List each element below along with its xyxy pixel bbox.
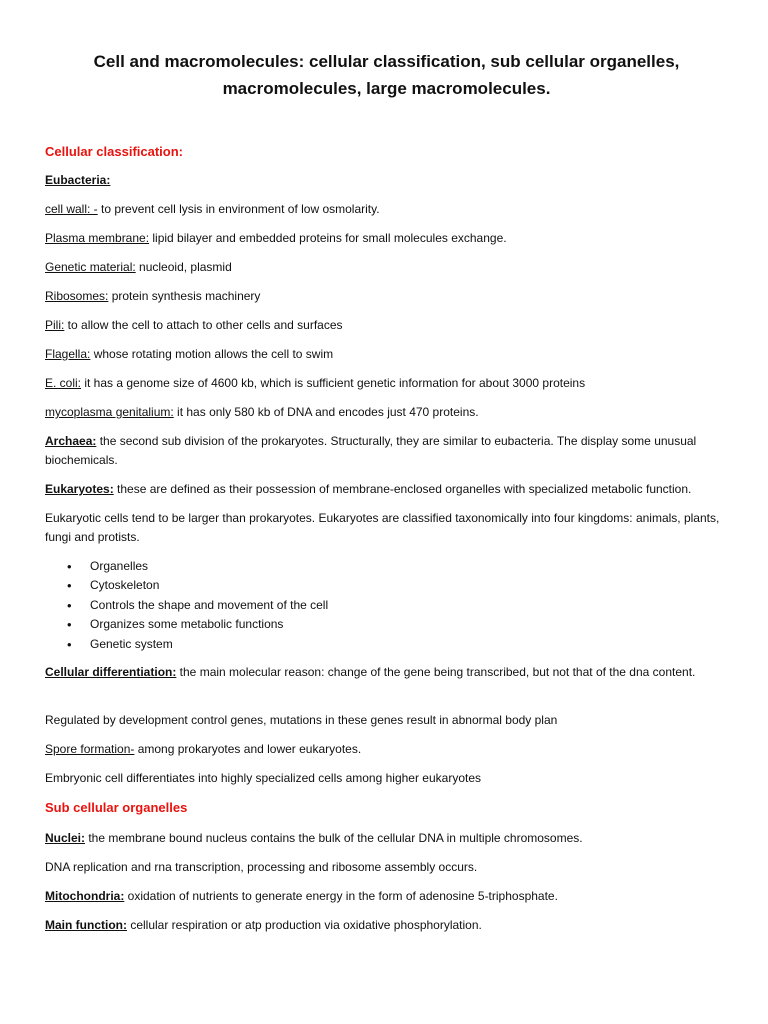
entry-nuclei (45, 829, 728, 848)
text-cell-wall: to prevent cell lysis in environment of low osmolarity. (97, 202, 380, 216)
entry-plasma-membrane (45, 229, 728, 248)
term-ecoli: E. coli: (45, 376, 82, 390)
section-heading-sub-cellular-organelles: Sub cellular organelles (45, 800, 188, 815)
text-pili: to allow the cell to attach to other cells and surfaces (64, 318, 343, 332)
eubacteria-heading (45, 171, 728, 190)
paragraph-dna-replication: DNA replication and rna transcription, processing and ribosome assembly occurs. (45, 860, 478, 874)
term-spore-formation: Spore formation- (45, 742, 135, 756)
list-item: • Organelles (45, 557, 728, 576)
text-mycoplasma: it has only 580 kb of DNA and encodes just 470 proteins. (173, 405, 479, 419)
entry-genetic-material (45, 258, 728, 277)
entry-ribosomes (45, 287, 728, 306)
paragraph-embryonic: Embryonic cell differentiates into highly specialized cells among higher eukaryotes (45, 771, 482, 785)
list-item: • Genetic system (45, 635, 728, 654)
text-genetic-material: nucleoid, plasmid (135, 260, 232, 274)
text-cellular-differentiation: the main molecular reason: change of the gene being transcribed, but not that of the dna content. (176, 665, 696, 679)
list-item: • Cytoskeleton (45, 576, 728, 595)
text-ribosomes: protein synthesis machinery (108, 289, 261, 303)
entry-ecoli (45, 374, 728, 393)
eukaryote-features-list (45, 557, 728, 654)
list-item: • Organizes some metabolic functions (45, 615, 728, 634)
term-plasma-membrane: Plasma membrane: (45, 231, 150, 245)
text-ecoli: it has a genome size of 4600 kb, which is sufficient genetic information for about 3000 proteins (81, 376, 586, 390)
section-heading-cellular-classification: Cellular classification: (45, 144, 183, 159)
text-mitochondria: oxidation of nutrients to generate energy in the form of adenosine 5-triphosphate. (124, 889, 558, 903)
list-item: • Controls the shape and movement of the cell (45, 596, 728, 615)
entry-eukaryotes (45, 480, 728, 499)
term-archaea: Archaea: (45, 434, 97, 448)
term-mitochondria: Mitochondria: (45, 889, 125, 903)
entry-spore-formation (45, 740, 728, 759)
term-main-function: Main function: (45, 918, 127, 932)
entry-mitochondria (45, 887, 728, 906)
entry-pili (45, 316, 728, 335)
entry-main-function (45, 916, 728, 935)
text-flagella: whose rotating motion allows the cell to swim (90, 347, 334, 361)
term-flagella: Flagella: (45, 347, 91, 361)
text-archaea: the second sub division of the prokaryotes. Structurally, they are similar to eubacteria. The display some unusual biochemicals. (45, 434, 697, 467)
text-main-function: cellular respiration or atp production via oxidative phosphorylation. (126, 918, 482, 932)
term-cell-wall: cell wall: - (45, 202, 98, 216)
text-spore-formation: among prokaryotes and lower eukaryotes. (134, 742, 362, 756)
term-cellular-differentiation: Cellular differentiation: (45, 665, 177, 679)
term-eukaryotes: Eukaryotes: (45, 482, 114, 496)
text-nuclei: the membrane bound nucleus contains the bulk of the cellular DNA in multiple chromosomes. (85, 831, 583, 845)
paragraph-eukaryotic-size: Eukaryotic cells tend to be larger than prokaryotes. Eukaryotes are classified taxonomically into four kingdoms: animals, plants, fungi and protists. (45, 511, 720, 544)
entry-archaea (45, 432, 728, 470)
document-title: Cell and macromolecules: cellular classification, sub cellular organelles, macromolecules, large macromolecules. (93, 52, 680, 98)
paragraph-regulated: Regulated by development control genes, mutations in these genes result in abnormal body plan (45, 713, 558, 727)
text-eukaryotes: these are defined as their possession of membrane-enclosed organelles with specialized metabolic function. (113, 482, 692, 496)
entry-cell-wall (45, 200, 728, 219)
entry-mycoplasma (45, 403, 728, 422)
term-genetic-material: Genetic material: (45, 260, 136, 274)
term-pili: Pili: (45, 318, 65, 332)
term-mycoplasma: mycoplasma genitalium: (45, 405, 174, 419)
entry-cellular-differentiation (45, 663, 728, 682)
term-nuclei: Nuclei: (45, 831, 86, 845)
eubacteria-heading-text: Eubacteria: (45, 173, 111, 187)
entry-flagella (45, 345, 728, 364)
term-ribosomes: Ribosomes: (45, 289, 109, 303)
text-plasma-membrane: lipid bilayer and embedded proteins for small molecules exchange. (149, 231, 507, 245)
